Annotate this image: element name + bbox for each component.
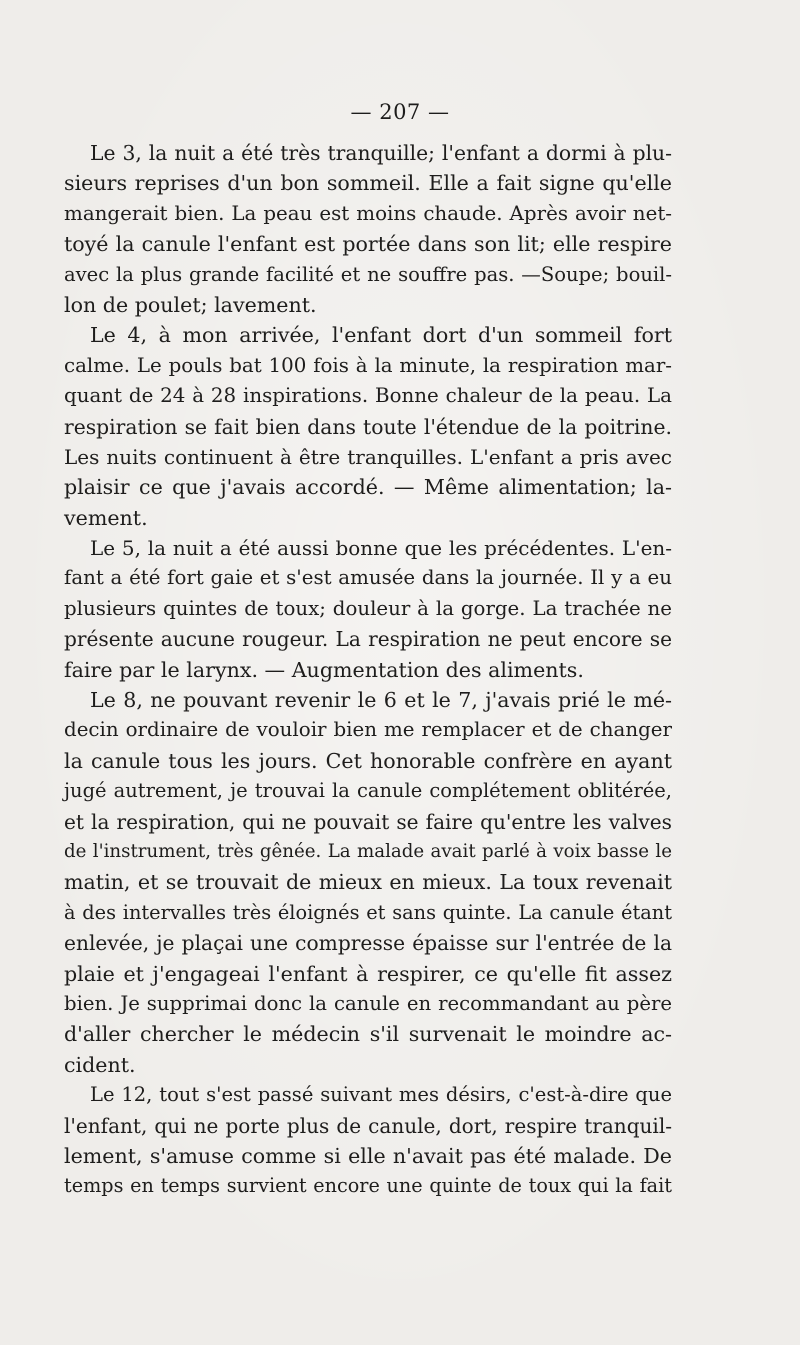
- text-line: fant a été fort gaie et s'est amusée dans la journée. Il y a eu: [64, 566, 672, 590]
- text-line: cident.: [64, 1052, 136, 1077]
- text-line: présente aucune rougeur. La respiration ne peut encore se: [64, 627, 672, 652]
- text-line: Le 12, tout s'est passé suivant mes désirs, c'est-à-dire que: [90, 1083, 672, 1107]
- text-line: quant de 24 à 28 inspirations. Bonne chaleur de la peau. La: [64, 384, 672, 408]
- text-line: la canule tous les jours. Cet honorable confrère en ayant: [64, 748, 672, 773]
- text-line: vement.: [64, 505, 148, 530]
- text-line: sieurs reprises d'un bon sommeil. Elle a fait signe qu'elle: [64, 171, 672, 196]
- text-line: Le 5, la nuit a été aussi bonne que les précédentes. L'en-: [90, 536, 672, 561]
- text-line: plaie et j'engageai l'enfant à respirer, ce qu'elle fit assez: [64, 961, 672, 986]
- text-line: enlevée, je plaçai une compresse épaisse sur l'entrée de la: [64, 931, 672, 956]
- page-number: — 207 —: [350, 100, 450, 124]
- text-line: Les nuits continuent à être tranquilles. L'enfant a pris avec: [64, 444, 672, 469]
- text-line: plusieurs quintes de toux; douleur à la gorge. La trachée ne: [64, 596, 672, 620]
- text-line: decin ordinaire de vouloir bien me remplacer et de changer: [64, 718, 672, 742]
- text-line: faire par le larynx. — Augmentation des aliments.: [64, 657, 584, 682]
- text-line: lon de poulet; lavement.: [64, 292, 317, 317]
- text-line: d'aller chercher le médecin s'il survenait le moindre ac-: [64, 1022, 672, 1047]
- text-line: l'enfant, qui ne porte plus de canule, dort, respire tranquil-: [64, 1113, 672, 1138]
- text-line: Le 8, ne pouvant revenir le 6 et le 7, j'avais prié le mé-: [90, 688, 672, 713]
- text-line: à des intervalles très éloignés et sans quinte. La canule étant: [64, 900, 672, 924]
- text-line: jugé autrement, je trouvai la canule complétement oblitérée,: [64, 779, 672, 803]
- body-text: [64, 138, 672, 1202]
- text-line: temps en temps survient encore une quinte de toux qui la fait: [64, 1174, 672, 1198]
- text-line: de l'instrument, très gênée. La malade avait parlé à voix basse le: [64, 840, 672, 862]
- text-line: Le 4, à mon arrivée, l'enfant dort d'un sommeil fort: [90, 323, 672, 348]
- text-line: lement, s'amuse comme si elle n'avait pas été malade. De: [64, 1143, 672, 1168]
- text-line: avec la plus grande facilité et ne souffre pas. —Soupe; bouil-: [64, 262, 672, 286]
- text-line: et la respiration, qui ne pouvait se faire qu'entre les valves: [64, 809, 672, 834]
- text-line: bien. Je supprimai donc la canule en recommandant au père: [64, 991, 672, 1015]
- text-line: mangerait bien. La peau est moins chaude. Après avoir net-: [64, 201, 672, 225]
- text-line: toyé la canule l'enfant est portée dans son lit; elle respire: [64, 232, 672, 257]
- text-line: respiration se fait bien dans toute l'étendue de la poitrine.: [64, 414, 672, 439]
- text-line: plaisir ce que j'avais accordé. — Même alimentation; la-: [64, 475, 672, 500]
- text-line: calme. Le pouls bat 100 fois à la minute, la respiration mar-: [64, 353, 672, 377]
- text-line: Le 3, la nuit a été très tranquille; l'enfant a dormi à plu-: [90, 141, 672, 165]
- text-line: matin, et se trouvait de mieux en mieux. La toux revenait: [64, 870, 672, 895]
